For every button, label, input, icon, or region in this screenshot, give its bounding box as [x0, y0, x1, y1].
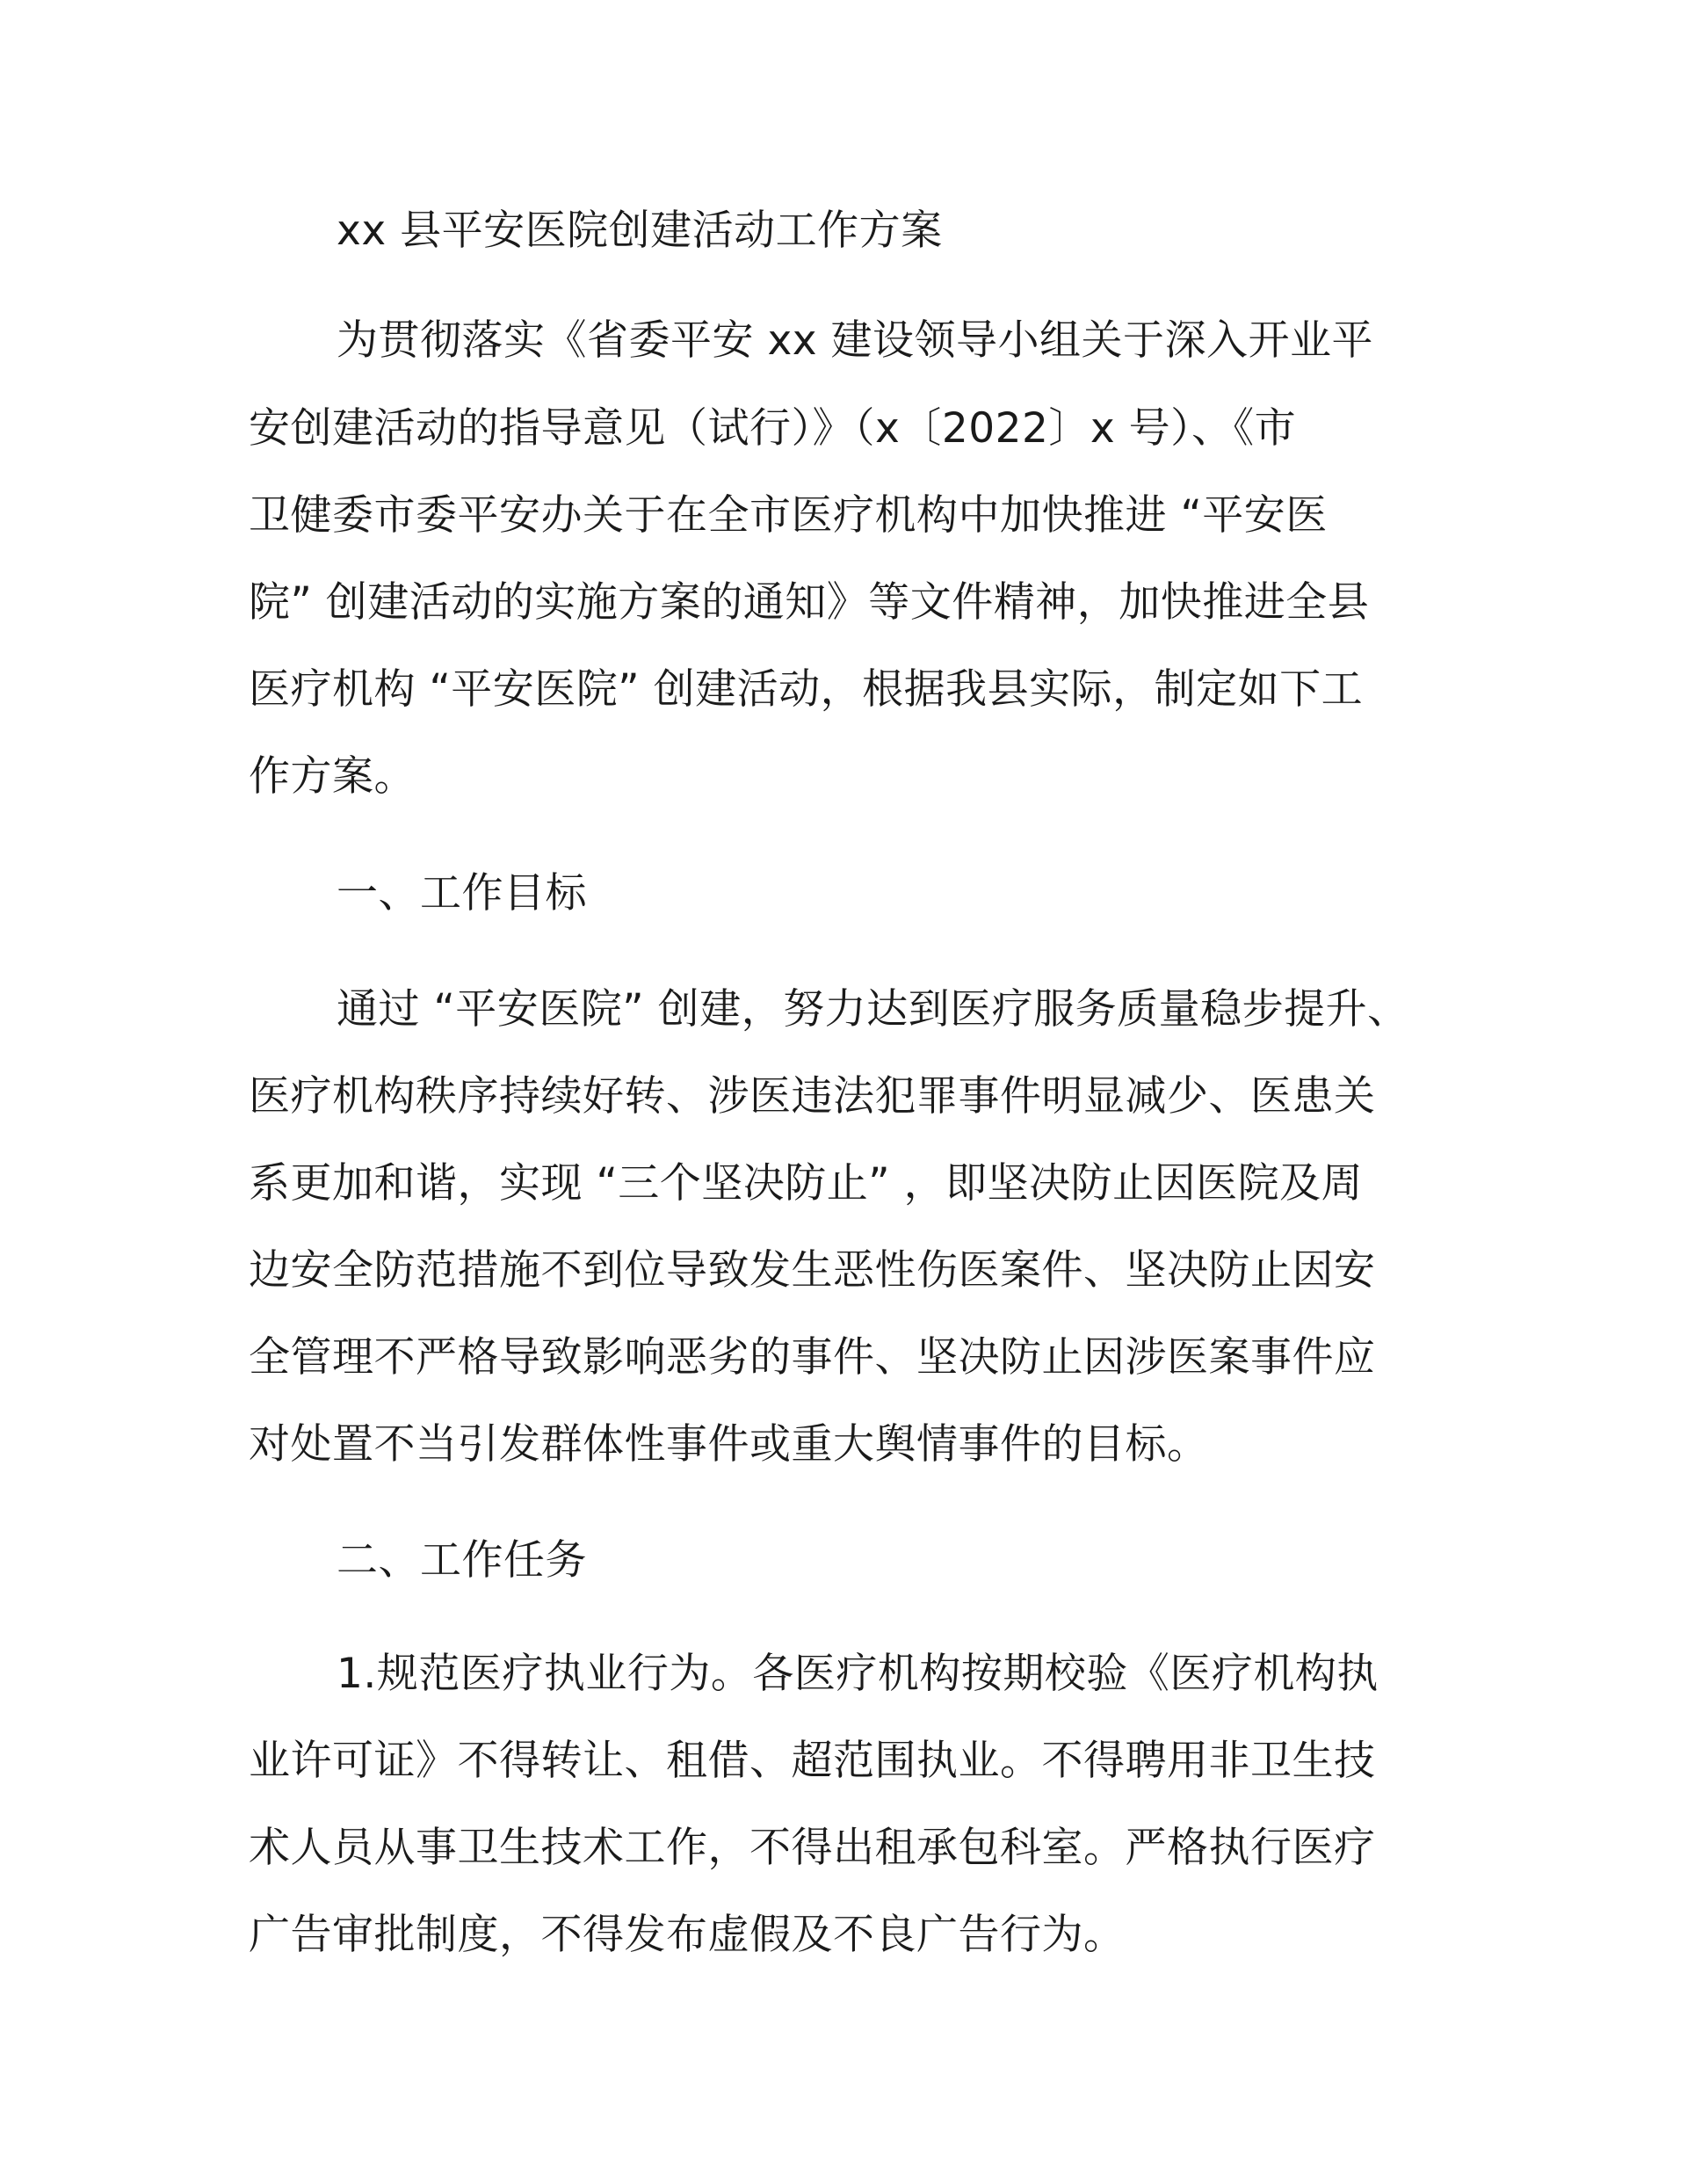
intro-line-5: 医疗机构 “平安医院” 创建活动，根据我县实际，制定如下工	[249, 665, 1364, 714]
section1-line-5: 全管理不严格导致影响恶劣的事件、坚决防止因涉医案事件应	[249, 1333, 1376, 1382]
section2-line-2: 业许可证》不得转让、租借、超范围执业。不得聘用非卫生技	[249, 1737, 1376, 1785]
intro-line-4: 院” 创建活动的实施方案的通知》等文件精神，加快推进全县	[249, 578, 1370, 627]
intro-line-2: 安创建活动的指导意见（试行）》（x〔2022〕x 号）、《市	[249, 404, 1297, 453]
section2-line-1: 1.规范医疗执业行为。各医疗机构按期校验《医疗机构执	[337, 1650, 1379, 1698]
section2-line-3: 术人员从事卫生技术工作，不得出租承包科室。严格执行医疗	[249, 1824, 1376, 1872]
intro-line-3: 卫健委市委平安办关于在全市医疗机构中加快推进 “平安医	[249, 491, 1328, 540]
intro-line-6: 作方案。	[249, 752, 416, 801]
section2-heading: 二、工作任务	[337, 1536, 587, 1585]
section1-line-6: 对处置不当引发群体性事件或重大舆情事件的目标。	[249, 1420, 1209, 1469]
section1-line-2: 医疗机构秩序持续好转、涉医违法犯罪事件明显减少、医患关	[249, 1072, 1376, 1121]
section1-heading: 一、工作目标	[337, 869, 587, 918]
document-title: xx 县平安医院创建活动工作方案	[337, 207, 943, 255]
section2-line-4: 广告审批制度，不得发布虚假及不良广告行为。	[249, 1911, 1126, 1959]
section1-line-1: 通过 “平安医院” 创建，努力达到医疗服务质量稳步提升、	[337, 985, 1409, 1034]
intro-line-1: 为贯彻落实《省委平安 xx 建设领导小组关于深入开业平	[337, 316, 1374, 365]
section1-line-4: 边安全防范措施不到位导致发生恶性伤医案件、坚决防止因安	[249, 1246, 1376, 1295]
section1-line-3: 系更加和谐，实现 “三个坚决防止” ，即坚决防止因医院及周	[249, 1159, 1364, 1208]
